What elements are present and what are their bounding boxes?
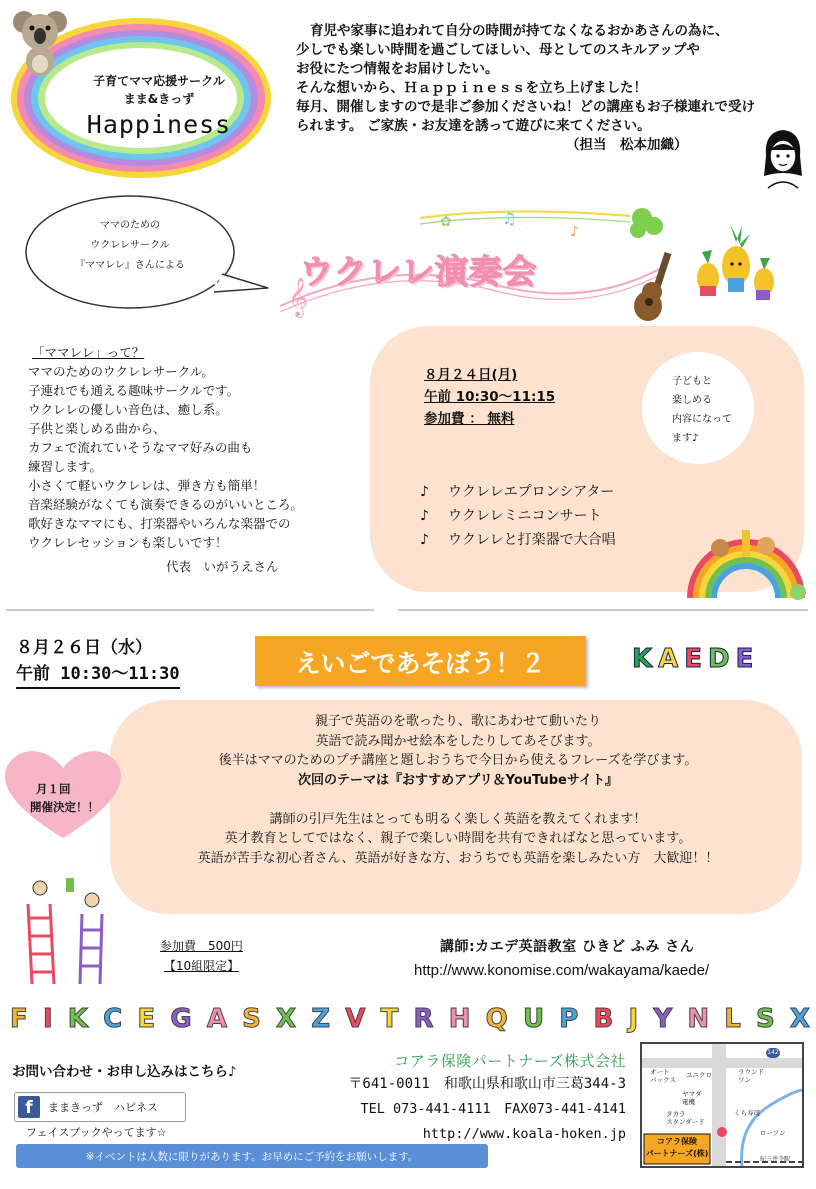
about-line: 小さくて軽いウクレレは、弾き方も簡単！ (28, 478, 266, 493)
about-mamalele (28, 343, 368, 576)
alphabet-letter: S (242, 1004, 261, 1034)
alphabet-letter: B (593, 1004, 614, 1034)
circle-subtitle: 子育てママ応援サークル (93, 74, 225, 88)
english-title: えいごであそぼう！２ (295, 649, 546, 678)
company-address: 〒641-0011 和歌山県和歌山市三葛344-3 (348, 1076, 626, 1092)
desc-line: 次回のテーマは『おすすめアプリ＆YouTubeサイト』 (298, 772, 618, 788)
alphabet-letter: C (103, 1004, 123, 1034)
divider-right (398, 609, 808, 611)
kaede-letter: E (684, 644, 703, 674)
inquiry-heading: お問い合わせ・お申し込みはこちら♪ (12, 1064, 237, 1080)
about-line: ウクレレセッションも楽しいです！ (28, 535, 228, 550)
about-line: 子連れでも通える趣味サークルです。 (28, 383, 240, 398)
alphabet-letter: E (137, 1004, 156, 1034)
divider-left (6, 609, 374, 611)
alphabet-strip (10, 1004, 810, 1044)
signature: （担当 松本加織） (566, 137, 688, 153)
alphabet-letter: X (789, 1004, 810, 1034)
desc-line: 親子で英語のを歌ったり、歌にあわせて動いたり (314, 714, 601, 729)
english-desc (120, 712, 796, 868)
rainbow-animals-icon (686, 526, 808, 602)
program-item (420, 504, 616, 528)
intro-line: 育児や家事に追われて自分の時間が持てなくなるおかあさんの為に、 (310, 23, 729, 39)
map-label: くら寿司 (734, 1109, 760, 1117)
english-limit: 【10組限定】 (163, 959, 240, 973)
alphabet-letter: P (559, 1004, 579, 1034)
alphabet-letter: K (67, 1004, 88, 1034)
access-map (640, 1042, 804, 1168)
map-label: タカラ スタンダード (666, 1110, 705, 1126)
ukulele-time: 午前 10:30～11:15 (424, 389, 556, 405)
program-text: ウクレレと打楽器で大合唱 (448, 532, 616, 548)
facebook-icon: f (18, 1096, 40, 1118)
alphabet-letter: R (413, 1004, 434, 1034)
kids-note-line: 楽しめる (672, 395, 712, 406)
desc-line: 英才教育としてではなく、親子で楽しい時間を共有できればなと思っています。 (224, 831, 692, 846)
english-date: ８月２６日（水） (16, 638, 152, 658)
english-time: 午前 10:30～11:30 (16, 661, 180, 689)
heart-line: 開催決定！！ (30, 800, 99, 814)
ukulele-event-info (424, 364, 555, 430)
koala-mascot-icon (12, 6, 68, 78)
kaede-letter: K (632, 644, 653, 674)
kaede-letter: A (658, 644, 679, 674)
kaede-letter: E (735, 644, 754, 674)
map-company-label (644, 1136, 710, 1160)
facebook-name: ままきっず ハピネス (48, 1101, 158, 1114)
svg-text:♪: ♪ (570, 224, 579, 240)
alphabet-letter: F (10, 1004, 28, 1034)
about-heading: 「ママレレ」って？ (32, 345, 145, 360)
english-url-link[interactable]: http://www.konomise.com/wakayama/kaede/ (414, 962, 710, 979)
english-schedule (16, 635, 180, 689)
heart-badge (0, 746, 126, 842)
company-phone: TEL 073-441-4111 FAX073-441-4141 (360, 1101, 626, 1117)
kids-note-line: ます♪ (672, 433, 699, 444)
svg-text:♫: ♫ (502, 209, 517, 228)
notice-text: ※イベントは人数に限りがあります。お早めにご予約をお願いします。 (85, 1151, 419, 1163)
ukulele-fee: 参加費 ： 無料 (424, 411, 515, 427)
kids-note-line: 内容になって (672, 414, 732, 425)
ladder-kids-icon (18, 874, 122, 986)
company-name: コアラ保険パートナーズ株式会社 (394, 1052, 626, 1070)
music-note-icon: ♪ (420, 532, 429, 548)
alphabet-letter: A (206, 1004, 227, 1034)
facebook-note: フェイスブックやってます☆ (26, 1126, 167, 1139)
intro-text (296, 22, 786, 155)
alphabet-letter: U (522, 1004, 545, 1034)
map-company-line: パートナーズ(株) (645, 1149, 709, 1158)
english-fee: 参加費 500円 (160, 939, 243, 953)
intro-line: お役にたつ情報をお届けしたい。 (296, 61, 499, 77)
alphabet-letter: Q (485, 1004, 508, 1034)
alphabet-letter: Y (653, 1004, 673, 1034)
kids-note (672, 372, 732, 448)
kaede-letter: D (708, 644, 730, 674)
about-line: ウクレレの優しい音色は、癒し系。 (28, 402, 228, 417)
music-note-icon: ♪ (420, 508, 429, 524)
pineapple-characters-icon (690, 220, 780, 316)
about-line: 子供と楽しめる曲から、 (28, 421, 166, 436)
company-website-link[interactable]: http://www.koala-hoken.jp (422, 1126, 626, 1142)
intro-line: そんな想いから、Ｈａｐｐｉｎｅｓｓを立ち上げました！ (296, 80, 647, 96)
alphabet-letter: Z (311, 1004, 331, 1034)
ukulele-instrument-icon (630, 250, 678, 324)
happiness-badge (8, 6, 274, 178)
circle-name: まま&きっず (123, 92, 195, 106)
english-fee-box (160, 936, 243, 976)
program-item (420, 480, 616, 504)
alphabet-letter: N (687, 1004, 710, 1034)
alphabet-letter: G (170, 1004, 192, 1034)
map-company-line: コアラ保険 (657, 1137, 697, 1146)
facebook-link[interactable] (14, 1092, 186, 1122)
ukulele-program (420, 480, 616, 552)
kids-note-line: 子どもと (672, 376, 712, 387)
bubble-line: ウクレレサークル (90, 240, 170, 251)
about-line: ママのためのウクレレサークル。 (28, 364, 214, 379)
about-line: 歌好きなママにも、打楽器やいろんな楽器での (28, 516, 291, 531)
program-item (420, 528, 616, 552)
map-label: ユニクロ (686, 1071, 712, 1079)
ukulele-title: ウクレレ演奏会 (300, 252, 538, 291)
desc-line: 後半はママのためのプチ講座と題しおうちで今日から使えるフレーズを学びます。 (218, 753, 698, 768)
map-label: ラウンド ワン (738, 1068, 764, 1084)
intro-line: られます。 ご家族・お友達を誘って遊びに来てください。 (296, 118, 651, 134)
music-note-icon: ♪ (420, 484, 429, 500)
map-label: オート バックス (650, 1068, 676, 1084)
intro-line: 少しでも楽しい時間を過ごしてほしい、母としてのスキルアップや (296, 42, 700, 58)
alphabet-letter: X (276, 1004, 297, 1034)
english-teacher: 講師:カエデ英語教室 ひきど ふみ さん (440, 939, 695, 955)
bubble-line: 『ママレレ』さんによる (75, 260, 185, 271)
about-line: 音楽経験がなくても演奏できるのがいいところ。 (28, 497, 304, 512)
alphabet-letter: T (380, 1004, 399, 1034)
route-number: 142 (767, 1049, 779, 1056)
intro-line: 毎月、開催しますので是非ご参加くださいね！どの講座もお子様連れで受け (296, 99, 755, 115)
desc-line: 講師の引戸先生はとっても明るく楽しく英語を教えてくれます！ (269, 811, 647, 827)
alphabet-letter: I (42, 1004, 53, 1034)
representative: 代表 いがうえさん (166, 559, 279, 574)
desc-line: 英語で読み聞かせ絵本をしたりしてあそびます。 (315, 733, 601, 749)
desc-line (120, 790, 796, 810)
alphabet-letter: L (724, 1004, 741, 1034)
map-label: ヤマダ 電機 (682, 1090, 702, 1106)
desc-line: 英語が苦手な初心者さん、英語が好きな方、おうちでも英語を楽しみたい方 大歓迎！！ (197, 850, 719, 866)
heart-line: 月１回 (36, 782, 71, 796)
alphabet-letter: V (345, 1004, 366, 1034)
about-line: カフェで流れていそうなママ好みの曲も (28, 440, 253, 455)
kaede-logo (632, 644, 792, 680)
alphabet-letter: J (628, 1004, 639, 1034)
svg-text:𝄞: 𝄞 (288, 277, 309, 317)
company-info (300, 1050, 626, 1147)
map-label: 紀三井寺駅 (760, 1156, 791, 1163)
about-line: 練習します。 (28, 459, 103, 474)
alphabet-letter: S (756, 1004, 775, 1034)
map-label: ローソン (760, 1129, 786, 1137)
svg-text:✿: ✿ (440, 214, 452, 230)
program-text: ウクレレエプロンシアター (448, 484, 615, 500)
speech-bubble (12, 192, 274, 328)
alphabet-letter: H (448, 1004, 471, 1034)
bubble-line: ママのための (100, 220, 160, 231)
program-text: ウクレレミニコンサート (448, 508, 602, 524)
circle-title: Happiness (86, 110, 232, 139)
ukulele-date: ８月２４日(月) (424, 367, 518, 383)
author-portrait-icon (758, 126, 808, 190)
